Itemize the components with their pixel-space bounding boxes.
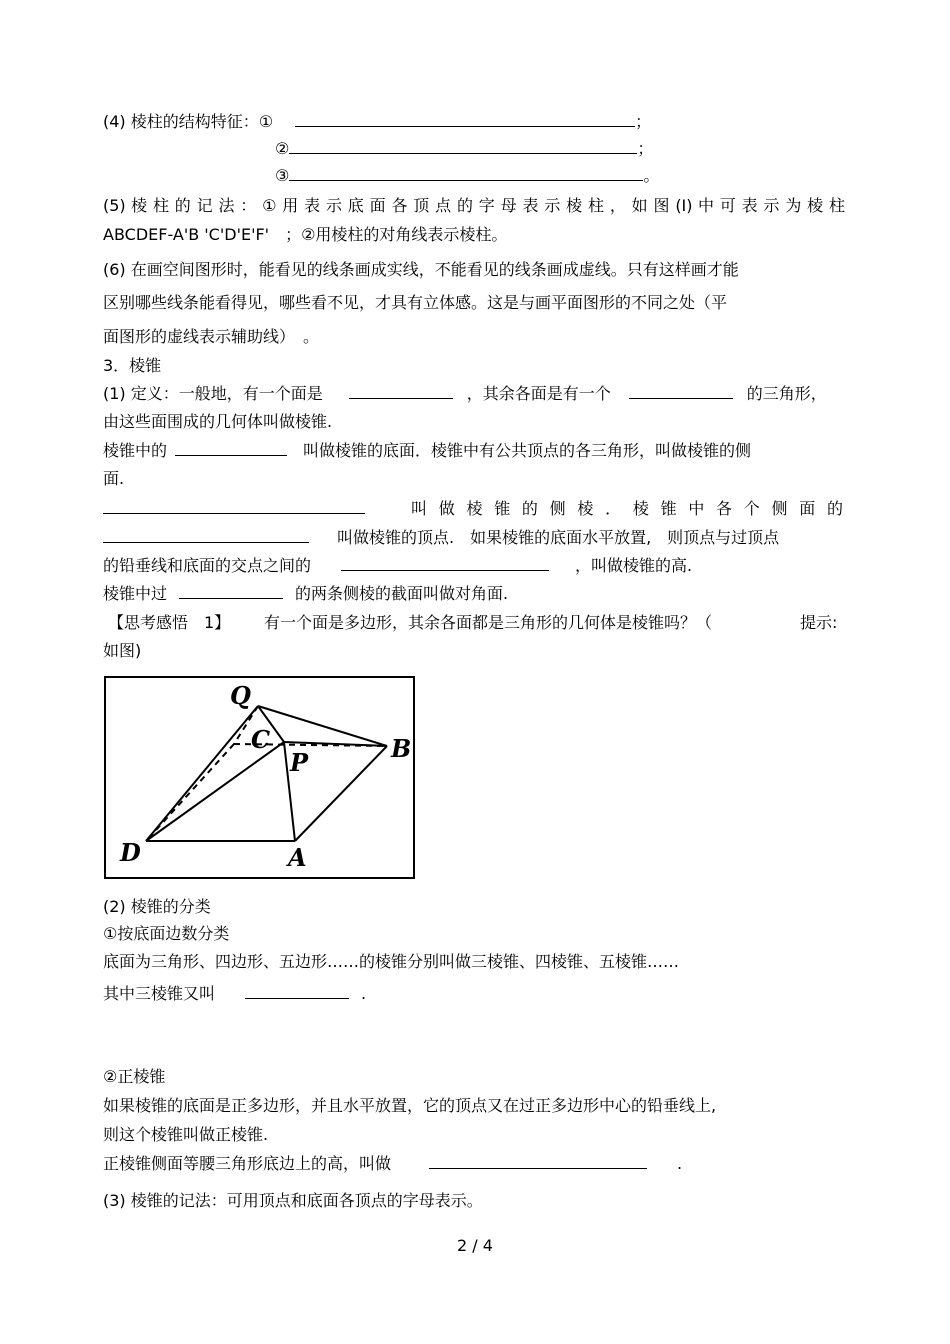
regular-pyramid-line1: 如果棱锥的底面是正多边形，并且水平放置，它的顶点又在过正多边形中心的铅垂线上,	[103, 1096, 717, 1115]
pyramid-lateral-edge-line: 叫 做 棱 锥 的 侧 棱 ． 棱 锥 中 各 个 侧 面 的	[103, 498, 845, 519]
classification-by-sides-heading: ①按底面边数分类	[103, 924, 230, 943]
pyramid-definition-line1: (1) 定义：一般地，有一个面是 ，其余各面是有一个 的三角形，	[103, 384, 827, 403]
page-number: 2 / 4	[457, 1236, 493, 1255]
pyramid-figure-svg	[106, 678, 417, 881]
classification-heading: (2) 棱锥的分类	[103, 897, 211, 916]
classification-by-sides-text: 底面为三角形、四边形、五边形……的棱锥分别叫做三棱锥、四棱锥、五棱锥……	[103, 952, 680, 971]
prism-drawing-note-line1: (6) 在画空间图形时，能看见的线条画成实线，不能看见的线条画成虚线。只有这样画才能	[103, 260, 739, 279]
blank-slant-height[interactable]	[429, 1153, 647, 1169]
pyramid-notation: (3) 棱锥的记法：可用顶点和底面各顶点的字母表示。	[103, 1191, 483, 1210]
think-question-line2: 如图)	[103, 641, 142, 660]
think-hint: 提示:	[800, 613, 838, 632]
prism-notation-line1: (5) 棱 柱 的 记 法 ： ① 用 表 示 底 面 各 顶 点 的 字 母 表 示 棱 柱 ， 如 图 (I) 中 可 表 示 为 棱 柱	[103, 196, 845, 215]
regular-pyramid-line2: 则这个棱锥叫做正棱锥.	[103, 1125, 269, 1144]
vertex-label-d: D	[120, 838, 141, 867]
prism-notation-line2: ABCDEF-A'B 'C'D'E'F' ；②用棱柱的对角线表示棱柱。	[103, 225, 508, 244]
pyramid-heading: 3．棱锥	[103, 356, 162, 375]
blank-height[interactable]	[341, 555, 549, 571]
blank-tetrahedron[interactable]	[245, 983, 349, 999]
vertex-label-p: P	[290, 748, 309, 777]
edge-ab	[295, 746, 387, 841]
pyramid-base-line1: 棱锥中的 叫做棱锥的底面．棱锥中有公共顶点的各三角形，叫做棱锥的侧	[103, 441, 752, 460]
regular-pyramid-heading: ②正棱锥	[103, 1067, 166, 1086]
blank-apex[interactable]	[103, 527, 309, 543]
think-question: 有一个面是多边形，其余各面都是三角形的几何体是棱锥吗？（	[264, 613, 713, 632]
tetrahedron-line: 其中三棱锥又叫 .	[103, 984, 367, 1003]
edge-cd-hidden	[146, 744, 234, 841]
prism-features-line1: (4) 棱柱的结构特征：① ；	[103, 112, 652, 131]
prism-features-line3: ③ 。	[275, 166, 660, 185]
blank-diagonal[interactable]	[179, 583, 283, 599]
pyramid-diagonal-line: 棱锥中过 的两条侧棱的截面叫做对角面.	[103, 584, 509, 603]
vertex-label-c: C	[251, 725, 271, 754]
vertex-label-q: Q	[230, 681, 251, 710]
prism-features-label: (4) 棱柱的结构特征：①	[103, 112, 274, 131]
blank-def-base[interactable]	[349, 383, 453, 399]
vertex-label-a: A	[288, 843, 307, 872]
slant-height-line: 正棱锥侧面等腰三角形底边上的高，叫做 .	[103, 1154, 683, 1173]
blank-prism-feature-3[interactable]	[289, 165, 643, 181]
blank-prism-feature-1[interactable]	[295, 111, 635, 127]
prism-features-line2: ② ；	[275, 139, 654, 158]
blank-def-common-vertex[interactable]	[629, 383, 733, 399]
prism-drawing-note-line2: 区别哪些线条能看得见，哪些看不见，才具有立体感。这是与画平面图形的不同之处（平	[103, 293, 728, 312]
pyramid-height-line: 的铅垂线和底面的交点之间的 ，叫做棱锥的高.	[103, 556, 693, 575]
pyramid-base-line2: 面.	[103, 469, 125, 488]
pyramid-figure	[104, 676, 415, 879]
prism-drawing-note-line3: 面图形的虚线表示辅助线） 。	[103, 327, 320, 346]
blank-prism-feature-2[interactable]	[289, 138, 637, 154]
pyramid-apex-line: 叫做棱锥的顶点. 如果棱锥的底面水平放置, 则顶点与过顶点	[103, 527, 779, 548]
pyramid-definition-line2: 由这些面围成的几何体叫做棱锥.	[103, 412, 333, 431]
blank-lateral-edge[interactable]	[103, 498, 365, 514]
blank-base-face[interactable]	[175, 440, 287, 456]
edge-qb	[258, 706, 387, 746]
vertex-label-b: B	[391, 734, 412, 763]
think-tag: 【思考感悟 1】	[108, 613, 231, 632]
